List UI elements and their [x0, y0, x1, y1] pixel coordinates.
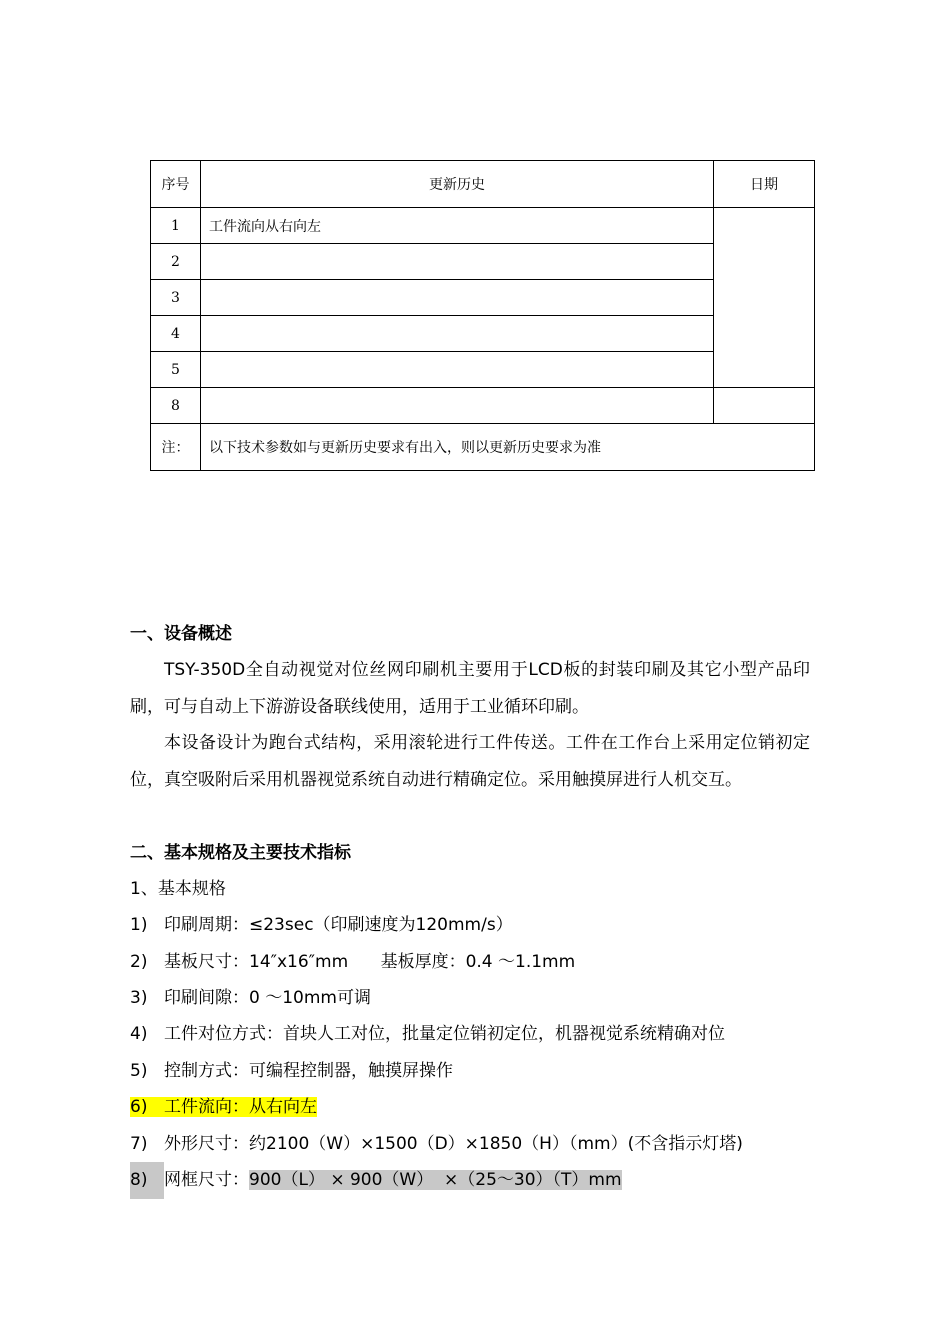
section2-subtitle: 1、基本规格	[130, 879, 226, 899]
header-date: 日期	[714, 161, 815, 208]
item-number: 8)	[130, 1162, 164, 1199]
header-no: 序号	[151, 161, 201, 208]
spec-item-7	[130, 1126, 820, 1163]
row-no: 1	[151, 208, 201, 244]
item-text: 工件流向：从右向左	[164, 1097, 317, 1117]
row-history: 工件流向从右向左	[201, 208, 714, 244]
highlighted-item	[130, 1097, 317, 1117]
section1-title: 一、设备概述	[130, 624, 232, 644]
item-number: 7)	[130, 1134, 148, 1154]
item-text: 印刷间隙：0 ～10mm可调	[164, 988, 371, 1008]
row-no: 5	[151, 352, 201, 388]
row-date	[714, 388, 815, 424]
spec-item-5	[130, 1053, 820, 1090]
item-number: 5)	[130, 1061, 148, 1081]
row-history	[201, 388, 714, 424]
row-history	[201, 280, 714, 316]
row-no: 8	[151, 388, 201, 424]
row-history	[201, 352, 714, 388]
item-text: 印刷周期：≤23sec（印刷速度为120mm/s）	[164, 915, 513, 935]
note-text: 以下技术参数如与更新历史要求有出入，则以更新历史要求为准	[201, 424, 815, 471]
note-label: 注：	[151, 424, 201, 471]
row-no: 2	[151, 244, 201, 280]
table-note-row	[151, 424, 815, 471]
item-label: 网框尺寸：	[164, 1170, 249, 1190]
spec-item-4	[130, 1016, 820, 1053]
row-history	[201, 244, 714, 280]
revision-history-table	[150, 160, 815, 471]
item-number: 1)	[130, 915, 148, 935]
section1-paragraph-2: 本设备设计为跑台式结构，采用滚轮进行工件传送。工件在工作台上采用定位销初定位，真空吸附后采用机器视觉系统自动进行精确定位。采用触摸屏进行人机交互。	[130, 733, 810, 790]
item-text: 基板尺寸：14″x16″mm 基板厚度：0.4 ～1.1mm	[164, 952, 576, 972]
section1-paragraph-1: TSY-350D全自动视觉对位丝网印刷机主要用于LCD板的封装印刷及其它小型产品印刷，可与自动上下游游设备联线使用，适用于工业循环印刷。	[130, 660, 810, 717]
header-history: 更新历史	[201, 161, 714, 208]
item-number: 6)	[130, 1097, 148, 1117]
spec-item-1	[130, 907, 820, 944]
row-history	[201, 316, 714, 352]
table-row	[151, 388, 815, 424]
spec-item-6	[130, 1089, 820, 1126]
item-number: 3)	[130, 988, 148, 1008]
item-number: 4)	[130, 1024, 148, 1044]
row-no: 3	[151, 280, 201, 316]
item-text: 外形尺寸：约2100（W）×1500（D）×1850（H）（mm）(不含指示灯塔)	[164, 1134, 743, 1154]
spec-item-2	[130, 944, 820, 981]
item-text: 控制方式：可编程控制器，触摸屏操作	[164, 1061, 453, 1081]
item-text: 工件对位方式：首块人工对位，批量定位销初定位，机器视觉系统精确对位	[164, 1024, 725, 1044]
item-number: 2)	[130, 952, 148, 972]
item-value-highlighted: 900（L） × 900（W） ×（25～30）（T）mm	[249, 1170, 622, 1190]
spec-item-3	[130, 980, 820, 1017]
table-header-row	[151, 161, 815, 208]
date-cell-merged	[714, 208, 815, 388]
section2-title: 二、基本规格及主要技术指标	[130, 843, 351, 863]
row-no: 4	[151, 316, 201, 352]
table-row	[151, 208, 815, 244]
spec-item-8	[130, 1162, 820, 1199]
